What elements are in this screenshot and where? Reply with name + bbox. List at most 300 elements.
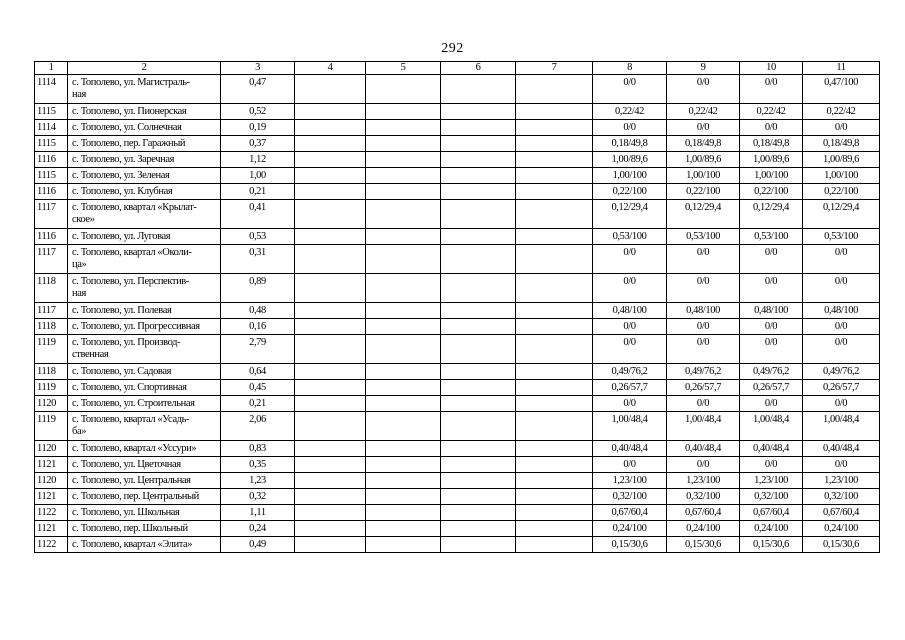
cell-col8: 0,22/100	[593, 184, 667, 200]
cell-col5	[366, 380, 441, 396]
table-row	[35, 489, 880, 505]
cell-col11: 0,49/76,2	[803, 364, 880, 380]
cell-col5	[366, 521, 441, 537]
cell-col10: 0,26/57,7	[740, 380, 803, 396]
table-row	[35, 152, 880, 168]
cell-street-name: с. Тополево, ул. Пионерская	[68, 104, 221, 120]
cell-col4	[295, 229, 366, 245]
cell-street-name: с. Тополево, ул. Спортивная	[68, 380, 221, 396]
cell-col6	[441, 152, 516, 168]
cell-col11: 0,22/42	[803, 104, 880, 120]
cell-col5	[366, 364, 441, 380]
cell-col10: 0/0	[740, 335, 803, 364]
column-header-8: 8	[593, 62, 667, 75]
roads-table	[34, 61, 880, 553]
cell-col11: 1,00/100	[803, 168, 880, 184]
table-row	[35, 229, 880, 245]
table-row	[35, 537, 880, 553]
cell-street-name: с. Тополево, ул. Садовая	[68, 364, 221, 380]
cell-col8: 1,00/89,6	[593, 152, 667, 168]
table-row	[35, 441, 880, 457]
cell-length: 0,21	[221, 396, 295, 412]
cell-col4	[295, 200, 366, 229]
cell-col5	[366, 319, 441, 335]
cell-col5	[366, 412, 441, 441]
cell-col6	[441, 136, 516, 152]
cell-col9: 0/0	[667, 457, 740, 473]
cell-col10: 1,00/89,6	[740, 152, 803, 168]
cell-col8: 0,40/48,4	[593, 441, 667, 457]
cell-street-name: с. Тополево, ул. Строительная	[68, 396, 221, 412]
cell-col9: 0,32/100	[667, 489, 740, 505]
cell-col10: 0,48/100	[740, 303, 803, 319]
cell-col10: 0/0	[740, 120, 803, 136]
cell-id: 1119	[35, 380, 68, 396]
cell-col5	[366, 136, 441, 152]
cell-col4	[295, 120, 366, 136]
cell-id: 1118	[35, 274, 68, 303]
cell-col11: 1,23/100	[803, 473, 880, 489]
cell-col7	[516, 412, 593, 441]
table-row	[35, 521, 880, 537]
table-row	[35, 75, 880, 104]
cell-street-name: с. Тополево, ул. Прогрессивная	[68, 319, 221, 335]
cell-col5	[366, 303, 441, 319]
cell-id: 1122	[35, 537, 68, 553]
table-row	[35, 200, 880, 229]
cell-col7	[516, 396, 593, 412]
cell-id: 1119	[35, 335, 68, 364]
table-row	[35, 274, 880, 303]
column-header-3: 3	[221, 62, 295, 75]
cell-street-name: с. Тополево, ул. Центральная	[68, 473, 221, 489]
cell-col5	[366, 335, 441, 364]
cell-col8: 0/0	[593, 245, 667, 274]
cell-col10: 0,67/60,4	[740, 505, 803, 521]
cell-col6	[441, 521, 516, 537]
cell-col7	[516, 136, 593, 152]
column-header-10: 10	[740, 62, 803, 75]
cell-col10: 0/0	[740, 274, 803, 303]
cell-col10: 0,40/48,4	[740, 441, 803, 457]
cell-col7	[516, 303, 593, 319]
cell-col5	[366, 473, 441, 489]
cell-id: 1116	[35, 229, 68, 245]
cell-id: 1117	[35, 200, 68, 229]
cell-col5	[366, 505, 441, 521]
cell-col4	[295, 75, 366, 104]
cell-col6	[441, 120, 516, 136]
cell-col8: 0/0	[593, 335, 667, 364]
cell-id: 1116	[35, 152, 68, 168]
cell-col8: 0,48/100	[593, 303, 667, 319]
cell-col5	[366, 104, 441, 120]
table-row	[35, 396, 880, 412]
column-header-6: 6	[441, 62, 516, 75]
cell-length: 1,00	[221, 168, 295, 184]
cell-length: 0,32	[221, 489, 295, 505]
cell-col6	[441, 473, 516, 489]
table-body	[35, 75, 880, 553]
cell-col4	[295, 521, 366, 537]
cell-col10: 1,23/100	[740, 473, 803, 489]
cell-col6	[441, 364, 516, 380]
table-row	[35, 303, 880, 319]
cell-col10: 0,18/49,8	[740, 136, 803, 152]
cell-col7	[516, 75, 593, 104]
cell-col4	[295, 505, 366, 521]
column-header-2: 2	[68, 62, 221, 75]
cell-col9: 0/0	[667, 396, 740, 412]
cell-col9: 0/0	[667, 120, 740, 136]
cell-col5	[366, 152, 441, 168]
column-header-9: 9	[667, 62, 740, 75]
cell-col5	[366, 489, 441, 505]
cell-col4	[295, 245, 366, 274]
cell-col5	[366, 229, 441, 245]
cell-col7	[516, 120, 593, 136]
cell-col11: 0,26/57,7	[803, 380, 880, 396]
cell-col9: 1,23/100	[667, 473, 740, 489]
cell-id: 1121	[35, 457, 68, 473]
cell-street-name: с. Тополево, ул. Школьная	[68, 505, 221, 521]
cell-length: 0,52	[221, 104, 295, 120]
cell-col10: 0,22/100	[740, 184, 803, 200]
cell-col8: 0,22/42	[593, 104, 667, 120]
cell-id: 1116	[35, 184, 68, 200]
cell-col4	[295, 319, 366, 335]
cell-col8: 0,24/100	[593, 521, 667, 537]
cell-col6	[441, 457, 516, 473]
cell-col6	[441, 245, 516, 274]
cell-street-name: с. Тополево, ул. Магистраль- ная	[68, 75, 221, 104]
cell-col10: 0,24/100	[740, 521, 803, 537]
cell-col4	[295, 412, 366, 441]
column-header-11: 11	[803, 62, 880, 75]
table-row	[35, 245, 880, 274]
cell-id: 1120	[35, 396, 68, 412]
cell-col11: 0/0	[803, 245, 880, 274]
cell-col5	[366, 120, 441, 136]
cell-col8: 0/0	[593, 319, 667, 335]
cell-col7	[516, 200, 593, 229]
cell-col6	[441, 168, 516, 184]
table-row	[35, 505, 880, 521]
column-header-5: 5	[366, 62, 441, 75]
cell-street-name: с. Тополево, ул. Клубная	[68, 184, 221, 200]
cell-col9: 0,53/100	[667, 229, 740, 245]
cell-col7	[516, 104, 593, 120]
cell-length: 0,37	[221, 136, 295, 152]
cell-length: 0,89	[221, 274, 295, 303]
cell-col11: 0/0	[803, 319, 880, 335]
cell-col7	[516, 274, 593, 303]
cell-col11: 1,00/89,6	[803, 152, 880, 168]
cell-length: 0,16	[221, 319, 295, 335]
cell-length: 2,79	[221, 335, 295, 364]
cell-length: 0,49	[221, 537, 295, 553]
cell-col6	[441, 75, 516, 104]
cell-col5	[366, 168, 441, 184]
table-row	[35, 380, 880, 396]
cell-street-name: с. Тополево, ул. Полевая	[68, 303, 221, 319]
cell-col4	[295, 152, 366, 168]
cell-col7	[516, 473, 593, 489]
cell-col7	[516, 245, 593, 274]
cell-street-name: с. Тополево, квартал «Элита»	[68, 537, 221, 553]
cell-street-name: с. Тополево, ул. Перспектив- ная	[68, 274, 221, 303]
cell-col6	[441, 184, 516, 200]
cell-col11: 0,24/100	[803, 521, 880, 537]
table-row	[35, 168, 880, 184]
cell-street-name: с. Тополево, ул. Луговая	[68, 229, 221, 245]
cell-street-name: с. Тополево, квартал «Усадь- ба»	[68, 412, 221, 441]
cell-length: 1,23	[221, 473, 295, 489]
cell-length: 0,41	[221, 200, 295, 229]
table-row	[35, 412, 880, 441]
cell-street-name: с. Тополево, пер. Школьный	[68, 521, 221, 537]
cell-col6	[441, 104, 516, 120]
cell-col10: 0/0	[740, 245, 803, 274]
cell-id: 1117	[35, 245, 68, 274]
cell-col9: 1,00/100	[667, 168, 740, 184]
cell-col8: 0/0	[593, 457, 667, 473]
cell-street-name: с. Тополево, ул. Солнечная	[68, 120, 221, 136]
cell-col11: 0,22/100	[803, 184, 880, 200]
cell-col11: 0,32/100	[803, 489, 880, 505]
cell-id: 1115	[35, 136, 68, 152]
cell-length: 0,47	[221, 75, 295, 104]
cell-col9: 0,40/48,4	[667, 441, 740, 457]
cell-col9: 0/0	[667, 335, 740, 364]
cell-col6	[441, 303, 516, 319]
cell-col9: 0,22/100	[667, 184, 740, 200]
table-row	[35, 364, 880, 380]
cell-col7	[516, 152, 593, 168]
cell-col8: 0,12/29,4	[593, 200, 667, 229]
cell-length: 0,31	[221, 245, 295, 274]
cell-length: 0,45	[221, 380, 295, 396]
cell-length: 0,83	[221, 441, 295, 457]
cell-col4	[295, 380, 366, 396]
cell-col4	[295, 335, 366, 364]
cell-col5	[366, 441, 441, 457]
cell-col9: 0,67/60,4	[667, 505, 740, 521]
cell-col7	[516, 319, 593, 335]
cell-col8: 0,32/100	[593, 489, 667, 505]
cell-col9: 0,18/49,8	[667, 136, 740, 152]
cell-col4	[295, 104, 366, 120]
cell-col8: 0,67/60,4	[593, 505, 667, 521]
cell-col6	[441, 489, 516, 505]
cell-col4	[295, 274, 366, 303]
cell-col7	[516, 521, 593, 537]
cell-id: 1119	[35, 412, 68, 441]
cell-col7	[516, 505, 593, 521]
cell-col4	[295, 473, 366, 489]
cell-length: 0,53	[221, 229, 295, 245]
table-row	[35, 319, 880, 335]
cell-col7	[516, 441, 593, 457]
cell-col11: 0,18/49,8	[803, 136, 880, 152]
cell-col9: 0,24/100	[667, 521, 740, 537]
cell-col5	[366, 396, 441, 412]
cell-id: 1115	[35, 168, 68, 184]
cell-street-name: с. Тополево, пер. Гаражный	[68, 136, 221, 152]
table-row	[35, 136, 880, 152]
cell-col4	[295, 489, 366, 505]
cell-col7	[516, 168, 593, 184]
header-row	[35, 62, 880, 75]
cell-length: 1,12	[221, 152, 295, 168]
cell-col11: 0,15/30,6	[803, 537, 880, 553]
cell-col11: 0/0	[803, 274, 880, 303]
cell-col11: 0,48/100	[803, 303, 880, 319]
cell-col11: 0,12/29,4	[803, 200, 880, 229]
cell-col11: 0,53/100	[803, 229, 880, 245]
cell-col6	[441, 380, 516, 396]
cell-col10: 0/0	[740, 75, 803, 104]
cell-col6	[441, 505, 516, 521]
cell-col8: 1,00/100	[593, 168, 667, 184]
cell-street-name: с. Тополево, квартал «Околи- ца»	[68, 245, 221, 274]
cell-id: 1115	[35, 104, 68, 120]
column-header-1: 1	[35, 62, 68, 75]
cell-col10: 0,22/42	[740, 104, 803, 120]
cell-col8: 0,26/57,7	[593, 380, 667, 396]
cell-col11: 0,47/100	[803, 75, 880, 104]
table-row	[35, 335, 880, 364]
cell-col6	[441, 200, 516, 229]
cell-id: 1120	[35, 473, 68, 489]
cell-col6	[441, 335, 516, 364]
column-header-4: 4	[295, 62, 366, 75]
cell-col7	[516, 364, 593, 380]
cell-col7	[516, 457, 593, 473]
cell-col9: 0,22/42	[667, 104, 740, 120]
cell-street-name: с. Тополево, ул. Заречная	[68, 152, 221, 168]
cell-col4	[295, 168, 366, 184]
table-row	[35, 104, 880, 120]
cell-length: 0,24	[221, 521, 295, 537]
cell-col11: 0/0	[803, 335, 880, 364]
cell-length: 1,11	[221, 505, 295, 521]
cell-col4	[295, 441, 366, 457]
cell-col4	[295, 184, 366, 200]
cell-col10: 0/0	[740, 457, 803, 473]
cell-street-name: с. Тополево, ул. Производ- ственная	[68, 335, 221, 364]
cell-col9: 0/0	[667, 75, 740, 104]
cell-col8: 1,00/48,4	[593, 412, 667, 441]
cell-id: 1121	[35, 489, 68, 505]
cell-col9: 0,48/100	[667, 303, 740, 319]
cell-col9: 0/0	[667, 274, 740, 303]
cell-id: 1118	[35, 319, 68, 335]
cell-col10: 0,32/100	[740, 489, 803, 505]
cell-col11: 0,67/60,4	[803, 505, 880, 521]
cell-col6	[441, 396, 516, 412]
cell-col10: 1,00/48,4	[740, 412, 803, 441]
cell-col11: 0,40/48,4	[803, 441, 880, 457]
cell-col8: 0,53/100	[593, 229, 667, 245]
cell-col7	[516, 380, 593, 396]
cell-col6	[441, 412, 516, 441]
table-row	[35, 473, 880, 489]
cell-length: 0,48	[221, 303, 295, 319]
cell-col9: 1,00/48,4	[667, 412, 740, 441]
cell-col4	[295, 303, 366, 319]
cell-col10: 1,00/100	[740, 168, 803, 184]
cell-col8: 0/0	[593, 274, 667, 303]
cell-col9: 0,49/76,2	[667, 364, 740, 380]
cell-length: 0,21	[221, 184, 295, 200]
cell-street-name: с. Тополево, квартал «Крылат- ское»	[68, 200, 221, 229]
cell-col10: 0,12/29,4	[740, 200, 803, 229]
cell-id: 1120	[35, 441, 68, 457]
cell-length: 2,06	[221, 412, 295, 441]
cell-col6	[441, 441, 516, 457]
cell-length: 0,19	[221, 120, 295, 136]
cell-col10: 0,53/100	[740, 229, 803, 245]
cell-street-name: с. Тополево, квартал «Уссури»	[68, 441, 221, 457]
cell-col10: 0,49/76,2	[740, 364, 803, 380]
cell-col9: 1,00/89,6	[667, 152, 740, 168]
cell-col4	[295, 537, 366, 553]
cell-col9: 0,12/29,4	[667, 200, 740, 229]
cell-col6	[441, 319, 516, 335]
cell-id: 1122	[35, 505, 68, 521]
cell-col9: 0/0	[667, 319, 740, 335]
cell-id: 1118	[35, 364, 68, 380]
cell-col10: 0,15/30,6	[740, 537, 803, 553]
cell-col7	[516, 489, 593, 505]
table-row	[35, 457, 880, 473]
cell-col4	[295, 396, 366, 412]
cell-id: 1121	[35, 521, 68, 537]
cell-length: 0,35	[221, 457, 295, 473]
page-number: 292	[441, 41, 464, 56]
cell-length: 0,64	[221, 364, 295, 380]
cell-col6	[441, 537, 516, 553]
cell-street-name: с. Тополево, ул. Зеленая	[68, 168, 221, 184]
cell-col11: 0/0	[803, 457, 880, 473]
cell-col8: 0/0	[593, 396, 667, 412]
cell-col5	[366, 457, 441, 473]
cell-col4	[295, 457, 366, 473]
cell-col10: 0/0	[740, 396, 803, 412]
cell-col8: 0,18/49,8	[593, 136, 667, 152]
cell-col5	[366, 75, 441, 104]
cell-id: 1114	[35, 75, 68, 104]
cell-col11: 0/0	[803, 396, 880, 412]
cell-col9: 0/0	[667, 245, 740, 274]
cell-street-name: с. Тополево, пер. Центральный	[68, 489, 221, 505]
cell-col5	[366, 537, 441, 553]
cell-col4	[295, 136, 366, 152]
cell-col5	[366, 245, 441, 274]
cell-col8: 0/0	[593, 120, 667, 136]
cell-id: 1114	[35, 120, 68, 136]
cell-col7	[516, 537, 593, 553]
column-header-7: 7	[516, 62, 593, 75]
cell-col8: 0/0	[593, 75, 667, 104]
cell-col5	[366, 184, 441, 200]
cell-col10: 0/0	[740, 319, 803, 335]
cell-col7	[516, 335, 593, 364]
table-row	[35, 120, 880, 136]
table-row	[35, 184, 880, 200]
cell-col7	[516, 229, 593, 245]
